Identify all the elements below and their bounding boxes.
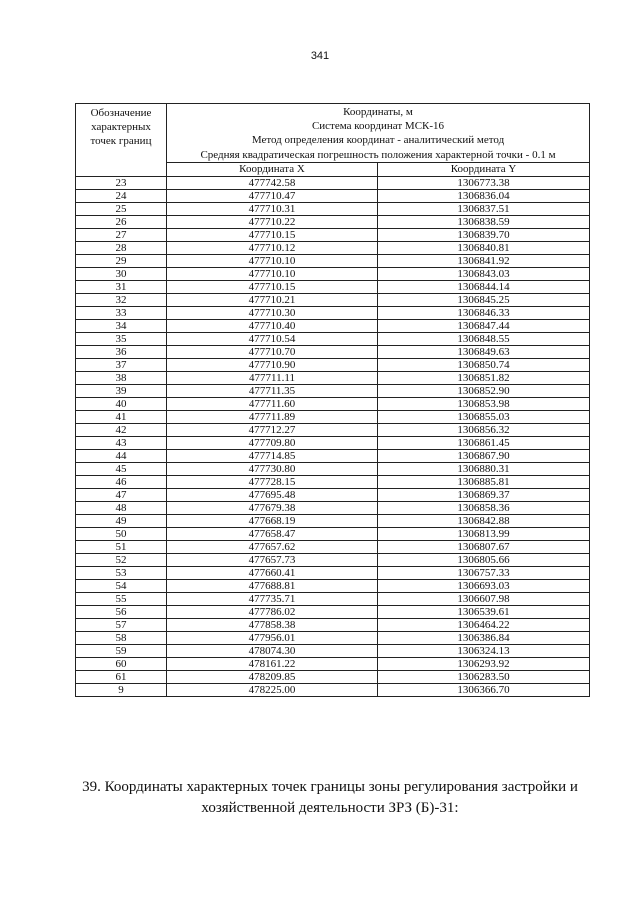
coordinate-y-cell: 1306843.03 <box>378 267 590 280</box>
table-row <box>76 332 590 345</box>
coordinate-x-cell: 477714.85 <box>167 449 378 462</box>
table-row <box>76 228 590 241</box>
coordinate-y-cell: 1306856.32 <box>378 423 590 436</box>
coordinate-y-cell: 1306842.88 <box>378 514 590 527</box>
point-number-cell: 25 <box>76 202 167 215</box>
table-row <box>76 267 590 280</box>
table-row <box>76 345 590 358</box>
coordinate-y-cell: 1306861.45 <box>378 436 590 449</box>
coordinate-x-cell: 477710.31 <box>167 202 378 215</box>
point-number-cell: 23 <box>76 176 167 189</box>
coordinates-header-line: Средняя квадратическая погрешность положения характерной точки - 0.1 м <box>200 148 556 161</box>
coordinate-x-cell: 477710.47 <box>167 189 378 202</box>
coordinate-y-cell: 1306836.04 <box>378 189 590 202</box>
coordinate-y-cell: 1306858.36 <box>378 501 590 514</box>
point-number-cell: 44 <box>76 449 167 462</box>
point-number-cell: 59 <box>76 644 167 657</box>
point-number-cell: 30 <box>76 267 167 280</box>
table-row <box>76 202 590 215</box>
point-designation-header-line: Обозначение <box>90 107 152 119</box>
coordinate-y-cell: 1306885.81 <box>378 475 590 488</box>
coordinate-x-cell: 477711.11 <box>167 371 378 384</box>
table-row <box>76 241 590 254</box>
column-header-y: Координата Y <box>378 162 590 176</box>
point-number-cell: 53 <box>76 566 167 579</box>
coordinate-y-cell: 1306464.22 <box>378 618 590 631</box>
table-row <box>76 670 590 683</box>
point-number-cell: 60 <box>76 657 167 670</box>
coordinate-y-cell: 1306846.33 <box>378 306 590 319</box>
coordinate-x-cell: 477657.73 <box>167 553 378 566</box>
point-designation-header <box>76 104 167 177</box>
point-number-cell: 56 <box>76 605 167 618</box>
point-number-cell: 40 <box>76 397 167 410</box>
coordinate-x-cell: 477858.38 <box>167 618 378 631</box>
table-header-row <box>76 104 590 163</box>
table-row <box>76 280 590 293</box>
table-row <box>76 540 590 553</box>
point-number-cell: 34 <box>76 319 167 332</box>
coordinate-y-cell: 1306539.61 <box>378 605 590 618</box>
point-number-cell: 54 <box>76 579 167 592</box>
coordinate-y-cell: 1306848.55 <box>378 332 590 345</box>
table-row <box>76 514 590 527</box>
coordinates-table-body <box>76 104 590 697</box>
point-number-cell: 57 <box>76 618 167 631</box>
coordinate-y-cell: 1306839.70 <box>378 228 590 241</box>
point-number-cell: 26 <box>76 215 167 228</box>
coordinate-x-cell: 477710.10 <box>167 254 378 267</box>
coordinate-x-cell: 477710.90 <box>167 358 378 371</box>
coordinate-x-cell: 477956.01 <box>167 631 378 644</box>
coordinate-y-cell: 1306849.63 <box>378 345 590 358</box>
table-row <box>76 462 590 475</box>
coordinates-header-line: Система координат МСК-16 <box>311 120 445 133</box>
coordinate-y-cell: 1306283.50 <box>378 670 590 683</box>
table-row <box>76 618 590 631</box>
table-row <box>76 215 590 228</box>
coordinate-y-cell: 1306293.92 <box>378 657 590 670</box>
coordinates-header-line: Метод определения координат - аналитический метод <box>251 134 505 147</box>
point-number-cell: 28 <box>76 241 167 254</box>
point-number-cell: 36 <box>76 345 167 358</box>
table-row <box>76 475 590 488</box>
coordinate-y-cell: 1306869.37 <box>378 488 590 501</box>
coordinate-x-cell: 477710.22 <box>167 215 378 228</box>
coordinate-x-cell: 477730.80 <box>167 462 378 475</box>
coordinate-y-cell: 1306366.70 <box>378 683 590 696</box>
table-row <box>76 358 590 371</box>
table-row <box>76 384 590 397</box>
table-row <box>76 592 590 605</box>
coordinate-x-cell: 477710.10 <box>167 267 378 280</box>
coordinate-y-cell: 1306757.33 <box>378 566 590 579</box>
coordinate-x-cell: 477710.70 <box>167 345 378 358</box>
table-row <box>76 189 590 202</box>
coordinate-x-cell: 477711.89 <box>167 410 378 423</box>
coordinate-x-cell: 477786.02 <box>167 605 378 618</box>
table-row <box>76 644 590 657</box>
point-number-cell: 55 <box>76 592 167 605</box>
point-number-cell: 39 <box>76 384 167 397</box>
point-number-cell: 32 <box>76 293 167 306</box>
table-row <box>76 449 590 462</box>
coordinate-x-cell: 478074.30 <box>167 644 378 657</box>
point-number-cell: 43 <box>76 436 167 449</box>
coordinate-x-cell: 477679.38 <box>167 501 378 514</box>
coordinate-y-cell: 1306844.14 <box>378 280 590 293</box>
point-number-cell: 58 <box>76 631 167 644</box>
coordinate-x-cell: 477660.41 <box>167 566 378 579</box>
coordinate-x-cell: 477688.81 <box>167 579 378 592</box>
point-number-cell: 9 <box>76 683 167 696</box>
coordinate-x-cell: 477712.27 <box>167 423 378 436</box>
coordinate-y-cell: 1306867.90 <box>378 449 590 462</box>
coordinate-x-cell: 478225.00 <box>167 683 378 696</box>
coordinate-y-cell: 1306847.44 <box>378 319 590 332</box>
coordinate-y-cell: 1306773.38 <box>378 176 590 189</box>
coordinate-y-cell: 1306855.03 <box>378 410 590 423</box>
coordinate-y-cell: 1306851.82 <box>378 371 590 384</box>
coordinate-x-cell: 477709.80 <box>167 436 378 449</box>
table-row <box>76 410 590 423</box>
coordinate-x-cell: 477711.60 <box>167 397 378 410</box>
point-number-cell: 41 <box>76 410 167 423</box>
coordinate-y-cell: 1306841.92 <box>378 254 590 267</box>
table-row <box>76 176 590 189</box>
coordinate-y-cell: 1306693.03 <box>378 579 590 592</box>
table-row <box>76 423 590 436</box>
point-designation-header-line: характерных <box>91 121 151 133</box>
coordinate-x-cell: 478209.85 <box>167 670 378 683</box>
table-row <box>76 488 590 501</box>
table-row <box>76 319 590 332</box>
coordinate-x-cell: 477711.35 <box>167 384 378 397</box>
coordinates-header <box>167 104 590 163</box>
coordinate-x-cell: 478161.22 <box>167 657 378 670</box>
point-designation-header-line: точек границ <box>90 135 152 147</box>
coordinate-x-cell: 477710.30 <box>167 306 378 319</box>
point-number-cell: 42 <box>76 423 167 436</box>
point-number-cell: 24 <box>76 189 167 202</box>
coordinate-y-cell: 1306386.84 <box>378 631 590 644</box>
coordinate-x-cell: 477658.47 <box>167 527 378 540</box>
point-number-cell: 48 <box>76 501 167 514</box>
point-number-cell: 31 <box>76 280 167 293</box>
coordinate-y-cell: 1306852.90 <box>378 384 590 397</box>
table-row <box>76 631 590 644</box>
coordinate-y-cell: 1306853.98 <box>378 397 590 410</box>
coordinate-y-cell: 1306845.25 <box>378 293 590 306</box>
table-row <box>76 397 590 410</box>
coordinates-table <box>75 103 590 697</box>
point-number-cell: 47 <box>76 488 167 501</box>
point-number-cell: 46 <box>76 475 167 488</box>
coordinate-x-cell: 477695.48 <box>167 488 378 501</box>
coordinates-header-line: Координаты, м <box>343 106 413 118</box>
point-number-cell: 51 <box>76 540 167 553</box>
coordinate-x-cell: 477710.15 <box>167 280 378 293</box>
coordinate-y-cell: 1306840.81 <box>378 241 590 254</box>
coordinate-y-cell: 1306807.67 <box>378 540 590 553</box>
point-number-cell: 27 <box>76 228 167 241</box>
point-number-cell: 49 <box>76 514 167 527</box>
point-number-cell: 38 <box>76 371 167 384</box>
coordinate-x-cell: 477728.15 <box>167 475 378 488</box>
coordinate-y-cell: 1306837.51 <box>378 202 590 215</box>
table-row <box>76 306 590 319</box>
point-number-cell: 35 <box>76 332 167 345</box>
coordinate-y-cell: 1306805.66 <box>378 553 590 566</box>
coordinate-x-cell: 477657.62 <box>167 540 378 553</box>
section-caption-line: хозяйственной деятельности ЗРЗ (Б)-31: <box>201 800 459 816</box>
coordinate-y-cell: 1306813.99 <box>378 527 590 540</box>
section-caption <box>60 777 600 819</box>
table-row <box>76 527 590 540</box>
table-row <box>76 579 590 592</box>
table-row <box>76 501 590 514</box>
column-header-x: Координата X <box>167 162 378 176</box>
coordinate-x-cell: 477710.12 <box>167 241 378 254</box>
table-row <box>76 566 590 579</box>
coordinate-x-cell: 477742.58 <box>167 176 378 189</box>
table-row <box>76 683 590 696</box>
coordinate-y-cell: 1306607.98 <box>378 592 590 605</box>
point-number-cell: 61 <box>76 670 167 683</box>
table-row <box>76 293 590 306</box>
coordinate-x-cell: 477710.15 <box>167 228 378 241</box>
coordinate-y-cell: 1306838.59 <box>378 215 590 228</box>
point-number-cell: 45 <box>76 462 167 475</box>
point-number-cell: 29 <box>76 254 167 267</box>
coordinate-x-cell: 477710.54 <box>167 332 378 345</box>
table-row <box>76 371 590 384</box>
coordinate-x-cell: 477710.21 <box>167 293 378 306</box>
table-row <box>76 436 590 449</box>
table-row <box>76 605 590 618</box>
coordinate-y-cell: 1306324.13 <box>378 644 590 657</box>
point-number-cell: 37 <box>76 358 167 371</box>
point-number-cell: 33 <box>76 306 167 319</box>
table-row <box>76 553 590 566</box>
table-row <box>76 657 590 670</box>
section-caption-line: 39. Координаты характерных точек границы зоны регулирования застройки и <box>82 779 578 795</box>
coordinate-y-cell: 1306850.74 <box>378 358 590 371</box>
point-number-cell: 52 <box>76 553 167 566</box>
page-number: 341 <box>310 50 330 62</box>
coordinate-x-cell: 477710.40 <box>167 319 378 332</box>
coordinate-x-cell: 477668.19 <box>167 514 378 527</box>
coordinate-y-cell: 1306880.31 <box>378 462 590 475</box>
point-number-cell: 50 <box>76 527 167 540</box>
coordinate-x-cell: 477735.71 <box>167 592 378 605</box>
table-row <box>76 254 590 267</box>
